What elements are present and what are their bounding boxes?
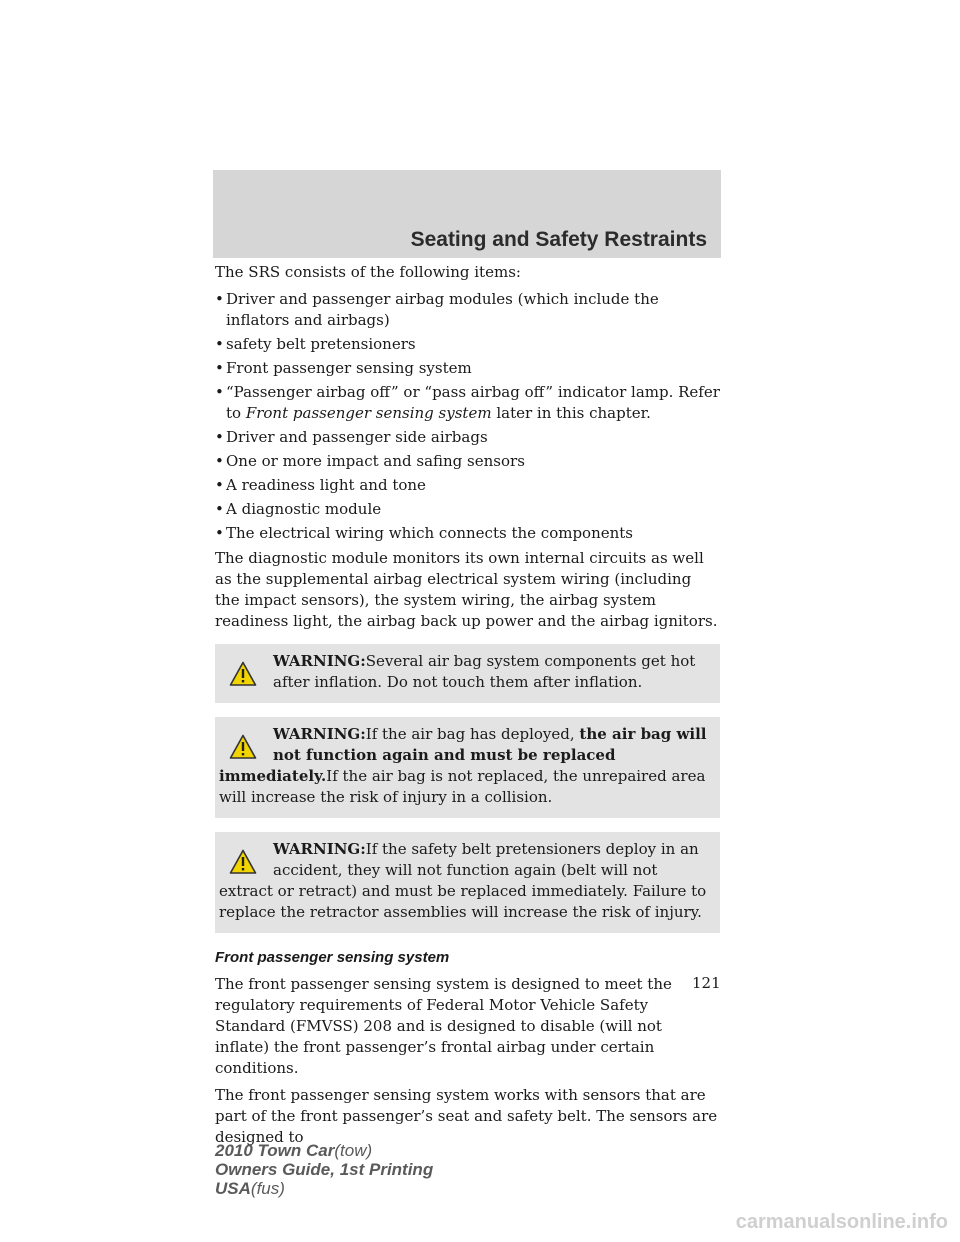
warning-label: WARNING: [273,725,366,743]
page-content [215,262,720,1154]
bullet-icon: • [215,524,224,542]
warning-emphasis: the air bag will not function again and must be replaced immediately. [219,725,707,785]
cross-reference: Front passenger sensing system [245,404,492,422]
warning-text: If the air bag has deployed, [365,725,580,743]
footer-line: USA(fus) [215,1179,285,1198]
warning-text: Several air bag system components get hot after inflation. Do not touch them after inflation. [273,652,696,691]
footer-line: Owners Guide, 1st Printing [215,1160,434,1179]
bullet-icon: • [215,452,224,470]
body-paragraph: The front passenger sensing system is designed to meet the regulatory requirements of Federal Motor Vehicle Safety Standard (FMVSS) 208 and is designed to disable (will not inflate) the front passenger’s frontal airbag under certain conditions. [215,975,672,1077]
bullet-icon: • [215,500,224,518]
bullet-icon: • [215,290,224,308]
list-item: • One or more impact and safing sensors [215,452,525,470]
warning-label: WARNING: [273,840,366,858]
footer-line: 2010 Town Car(tow) [215,1141,373,1160]
bullet-icon: • [215,476,224,494]
srs-item-list [215,289,720,544]
warning-triangle-icon [229,734,257,760]
list-item: • A readiness light and tone [215,476,426,494]
section-title: Seating and Safety Restraints [410,228,707,251]
site-watermark: carmanualsonline.info [735,1211,948,1233]
bullet-icon: • [215,428,224,446]
list-item: • “Passenger airbag off” or “pass airbag off” indicator lamp. Refer to Front passenger sensing system later in this chapter. [215,383,720,422]
document-footer [215,1141,433,1198]
warning-box [215,717,720,818]
body-paragraph: The front passenger sensing system works with sensors that are part of the front passenger’s seat and safety belt. The sensors are designed to [215,1086,718,1146]
intro-text: The SRS consists of the following items: [215,263,521,281]
warning-text: If the safety belt pretensioners deploy in an accident, they will not function again (belt will not extract or retract) and must be replaced immediately. Failure to replace the retractor assemblies will increase the risk of injury. [219,840,707,921]
list-item: • A diagnostic module [215,500,382,518]
warning-triangle-icon [229,661,257,687]
diagnostic-paragraph: The diagnostic module monitors its own internal circuits as well as the supplemental airbag electrical system wiring (including the impact sensors), the system wiring, the airbag system readiness light, the airbag back up power and the airbag ignitors. [215,549,718,630]
warning-label: WARNING: [273,652,366,670]
bullet-icon: • [215,383,224,401]
page-number: 121 [692,974,721,992]
warning-text: If the air bag is not replaced, the unrepaired area will increase the risk of injury in a collision. [219,767,706,806]
list-item: • Front passenger sensing system [215,359,472,377]
warning-box [215,644,720,703]
list-item: • Driver and passenger airbag modules (which include the inflators and airbags) [215,290,659,329]
bullet-icon: • [215,359,224,377]
warning-box [215,832,720,933]
section-header-band [213,170,721,258]
warning-triangle-icon [229,849,257,875]
list-item: • Driver and passenger side airbags [215,428,488,446]
bullet-icon: • [215,335,224,353]
list-item: • The electrical wiring which connects the components [215,524,633,542]
section-heading: Front passenger sensing system [215,949,450,966]
list-item: • safety belt pretensioners [215,335,416,353]
